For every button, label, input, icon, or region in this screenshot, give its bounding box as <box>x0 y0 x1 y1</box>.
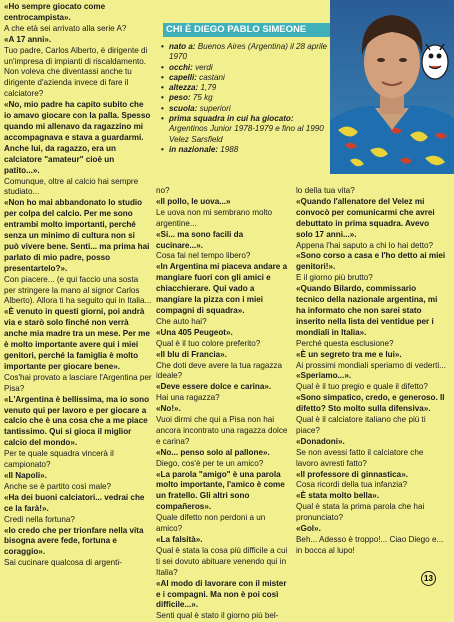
question-paragraph: lo della tua vita? <box>296 186 355 195</box>
answer-paragraph: «Quando Bilardo, commissario tecnico della nazionale argentina, mi ha informato che non sarei stato inserito nella lista dei ventidue per i mondiali in Italia». <box>296 284 438 337</box>
info-item-value: Argentinos Junior 1978-1979 e fino al 1990 Velez Sarsfield <box>169 124 324 144</box>
question-paragraph: Cos'hai provato a lasciare l'Argentina per Pisa? <box>4 372 152 393</box>
question-paragraph: Qual è il tuo pregio e quale il difetto? <box>296 382 428 392</box>
info-item <box>160 83 330 93</box>
info-item-value: Buenos Aires (Argentina) il 28 aprile 1970 <box>169 42 328 62</box>
answer-paragraph: «No... penso solo al pallone». <box>156 447 270 457</box>
question-paragraph: Tuo padre, Carlos Alberto, è dirigente di un'impresa di impianti di riscaldamento. Non voleva che diventassi anche tu dirigente d'azienda invece di fare il calciatore? <box>4 45 148 99</box>
info-item-key: occhi: <box>169 62 196 72</box>
answer-paragraph: «Gol». <box>296 524 321 534</box>
answer-paragraph: «È un segreto tra me e lui». <box>296 349 402 359</box>
info-item <box>160 145 330 155</box>
question-paragraph: Qual è il tuo colore preferito? <box>156 338 261 348</box>
info-item-value: superiori <box>199 103 231 113</box>
interview-column-1 <box>4 2 152 569</box>
question-paragraph: Se non avessi fatto il calciatore che lavoro avresti fatto? <box>296 447 424 468</box>
info-item-key: altezza: <box>169 83 201 93</box>
question-paragraph: Quale difetto non perdoni a un amico? <box>156 513 266 534</box>
answer-paragraph: «Donadoni». <box>296 436 345 446</box>
answer-paragraph: «Io credo che per trionfare nella vita bisogna avere fede, fortuna e coraggio». <box>4 525 144 557</box>
answer-paragraph: «Non ho mai abbandonato lo studio per colpa del calcio. Per me sono entrambi molto importanti, perché senza un minimo di cultura non si può vivere bene. Senti... ma prima hai parlato di mio padre, posso presentartelo?». <box>4 198 150 273</box>
answer-paragraph: «Sono corso a casa e l'ho detto ai miei genitori!». <box>296 251 446 272</box>
player-photo <box>330 0 454 174</box>
info-item-value: 1988 <box>220 144 239 154</box>
info-item-key: in nazionale: <box>169 144 221 154</box>
question-paragraph: Comunque, oltre al calcio hai sempre studiato... <box>4 176 139 197</box>
question-paragraph: no? <box>156 186 170 195</box>
info-box-list <box>160 42 330 155</box>
page-number: 13 <box>421 571 436 586</box>
question-paragraph: Che auto hai? <box>156 316 207 326</box>
question-paragraph: Senti qual è stato il giorno più bel- <box>156 611 279 621</box>
question-paragraph: Qual è il calciatore italiano che più ti piace? <box>296 415 426 435</box>
info-item-value: castani <box>199 72 225 82</box>
answer-paragraph: «Speriamo...». <box>296 371 352 381</box>
question-paragraph: Le uova non mi sembrano molto argentine... <box>156 207 273 228</box>
question-paragraph: Diego, cos'è per te un amico? <box>156 458 264 468</box>
question-paragraph: Credi nella fortuna? <box>4 514 75 524</box>
info-item-key: capelli: <box>169 72 200 82</box>
answer-paragraph: «L'Argentina è bellissima, ma io sono venuto qui per lavoro e per giocare a calcio che è una cosa che a me piace tantissimo. Qui si gioca il miglior calcio del mondo». <box>4 394 150 448</box>
question-paragraph: Anche se è partito così male? <box>4 481 112 491</box>
answer-paragraph: «È venuto in questi giorni, poi andrà via e starò solo finché non verrà anche mia madre tra un mese. Per me è molto importante avere qui i miei genitori, perché la famiglia è molto importante per giocare bene». <box>4 307 150 371</box>
question-paragraph: Ai prossimi mondiali speriamo di vederti... <box>296 360 446 370</box>
question-paragraph: E il giorno più brutto? <box>296 273 373 283</box>
answer-paragraph: «Quando l'allenatore del Velez mi convocò per comunicarmi che avrei debuttato in prima squadra. Avevo solo 17 anni...». <box>296 196 435 239</box>
question-paragraph: Con piacere... (e qui faccio una sosta per stringere la mano al signor Carlos Alberto). Allora ti ha seguito qui in Italia... <box>4 274 152 306</box>
answer-paragraph: «Ho sempre giocato come centrocampista». <box>4 2 106 22</box>
info-item-key: peso: <box>169 93 193 103</box>
question-paragraph: Vuoi dirmi che qui a Pisa non hai ancora incontrato una ragazza dolce e carina? <box>156 415 288 446</box>
answer-paragraph: «No!». <box>156 404 181 414</box>
question-paragraph: Per te quale squadra vincerà il campionato? <box>4 449 114 470</box>
answer-paragraph: «Il professore di ginnastica». <box>296 469 408 479</box>
info-item-value: 1,79 <box>200 83 217 93</box>
answer-paragraph: «Deve essere dolce e carina». <box>156 382 272 392</box>
question-paragraph: Cosa ricordi della tua infanzia? <box>296 480 408 490</box>
info-item <box>160 42 330 63</box>
interview-column-3 <box>296 186 446 557</box>
question-paragraph: Cosa fai nel tempo libero? <box>156 251 251 261</box>
info-item <box>160 104 330 114</box>
info-item <box>160 114 330 145</box>
answer-paragraph: «Il blu di Francia». <box>156 349 227 359</box>
info-item <box>160 63 330 73</box>
answer-paragraph: «A 17 anni». <box>4 34 52 44</box>
question-paragraph: A che età sei arrivato alla serie A? <box>4 23 127 33</box>
player-portrait-image <box>330 0 454 174</box>
info-item-value: verdi <box>195 62 213 72</box>
question-paragraph: Che doti deve avere la tua ragazza ideale? <box>156 360 283 381</box>
answer-paragraph: «Sono simpatico, credo, e generoso. Il difetto? Sto molto sulla difensiva». <box>296 393 445 414</box>
question-paragraph: Qual è stata la cosa più difficile a cui ti sei dovuto abituare venendo qui in Italia? <box>156 545 288 577</box>
question-paragraph: Sai cucinare qualcosa di argenti- <box>4 558 122 568</box>
info-item-key: nato a: <box>169 42 198 51</box>
answer-paragraph: «Ha dei buoni calciatori... vedrai che ce la farà!». <box>4 492 145 513</box>
answer-paragraph: «Al modo di lavorare con il mister e i compagni. Ma non è poi così difficile...». <box>156 578 287 610</box>
cartoon-mascot-icon <box>420 38 450 82</box>
answer-paragraph: «No, mio padre ha capito subito che io amavo giocare con la palla. Spesso quando mi allenavo da ragazzino mi accompagnava e stava a guardarmi. Anche lui, da ragazzo, era un calciatore "amateur" cioè un patito...». <box>4 100 151 175</box>
info-item-value: 75 kg <box>192 93 213 103</box>
info-box-title: CHI È DIEGO PABLO SIMEONE <box>163 23 330 37</box>
question-paragraph: Qual è stata la prima parola che hai pronunciato? <box>296 502 425 523</box>
info-item <box>160 73 330 83</box>
answer-paragraph: «Il Napoli». <box>4 470 47 480</box>
info-item-key: prima squadra in cui ha giocato: <box>169 114 294 124</box>
answer-paragraph: «Il pollo, le uova...» <box>156 196 231 206</box>
question-paragraph: Hai una ragazza? <box>156 393 220 403</box>
answer-paragraph: «La parola "amigo" è una parola molto importante, l'amico è come un fratello. Gli altri sono compañeros». <box>156 469 285 512</box>
interview-column-2 <box>156 186 291 622</box>
info-item-key: scuola: <box>169 103 200 113</box>
question-paragraph: Appena l'hai saputo a chi lo hai detto? <box>296 240 434 250</box>
answer-paragraph: «Una 405 Peugeot». <box>156 327 233 337</box>
answer-paragraph: «Si... ma sono facili da cucinare...». <box>156 229 244 250</box>
answer-paragraph: «In Argentina mi piaceva andare a mangiare fuori con gli amici e chiacchierare. Qui vado a mangiare la pizza con i miei compagni di squadra». <box>156 262 288 315</box>
question-paragraph: Beh... Adesso è troppo!... Ciao Diego e... in bocca al lupo! <box>296 535 444 555</box>
question-paragraph: Perché questa esclusione? <box>296 338 394 348</box>
answer-paragraph: «È stata molto bella». <box>296 491 380 501</box>
info-item <box>160 93 330 103</box>
answer-paragraph: «La falsità». <box>156 535 203 544</box>
